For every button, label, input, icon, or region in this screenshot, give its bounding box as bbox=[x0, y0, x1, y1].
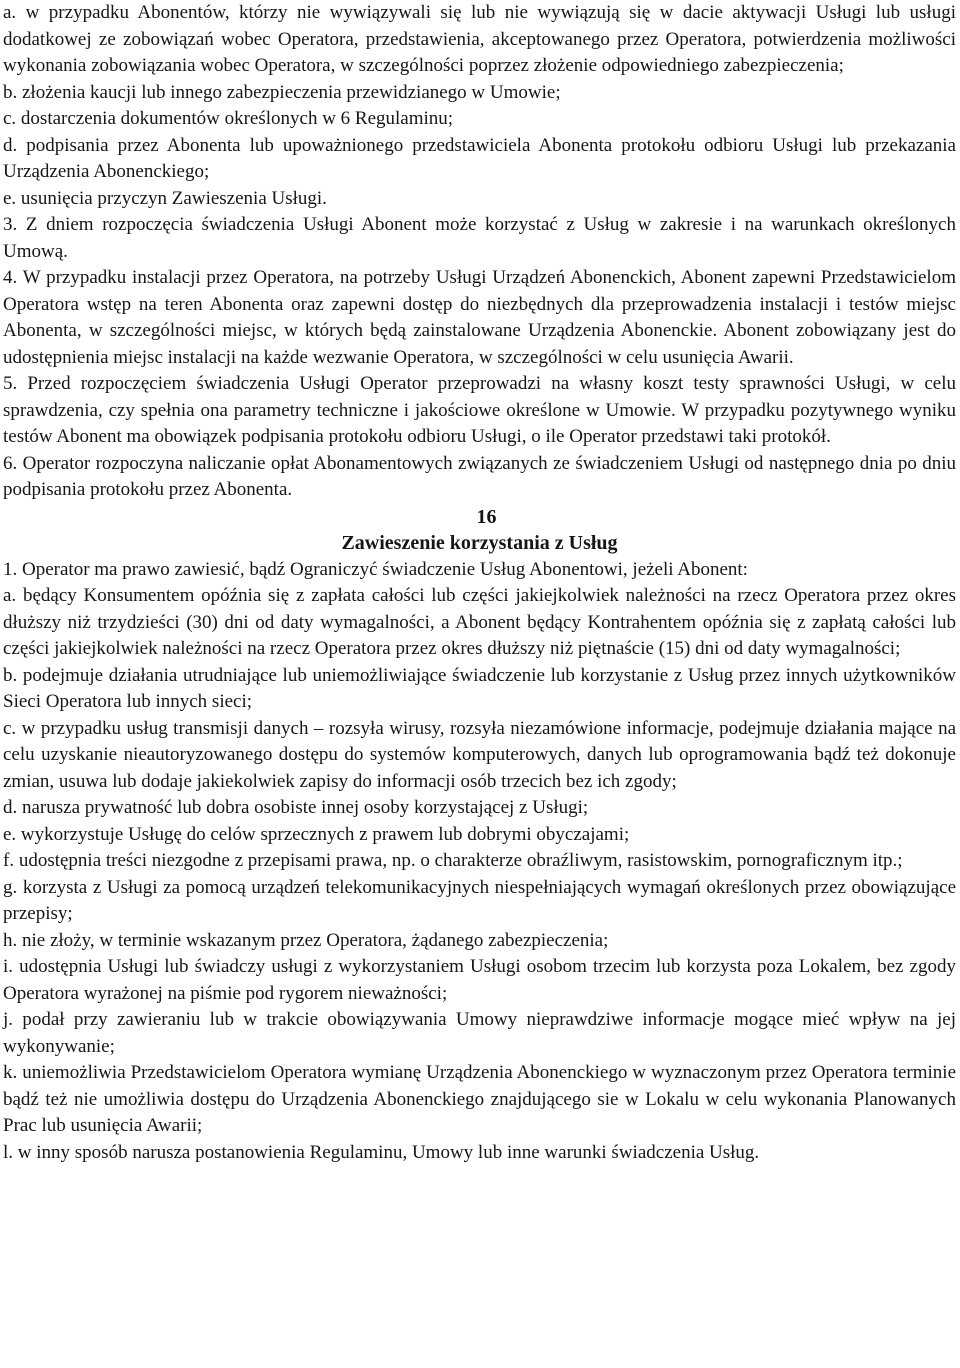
document-page bbox=[3, 0, 956, 1166]
clause-2a: a. w przypadku Abonentów, którzy nie wywiązywali się lub nie wywiązują się w dacie aktywacji Usługi lub usługi dodatkowej ze zobowiązań wobec Operatora, przedstawienia, akceptowanego przez Operatora, potwierdzenia możliwości wykonania zobowiązania wobec Operatora, w szczególności poprzez złożenie odpowiedniego zabezpieczenia; bbox=[3, 2, 956, 76]
clause-2e: e. usunięcia przyczyn Zawieszenia Usługi. bbox=[3, 187, 327, 209]
section-number bbox=[3, 504, 956, 531]
clause-2c: c. dostarczenia dokumentów określonych w 6 Regulaminu; bbox=[3, 108, 454, 129]
clause-2b: b. złożenia kaucji lub innego zabezpieczenia przewidzianego w Umowie; bbox=[3, 81, 561, 103]
section-item-a: a. będący Konsumentem opóźnia się z zapłata całości lub części jakiejkolwiek należności na rzecz Operatora przez okres dłuższy niż trzydzieści (30) dni od daty wymagalności, a Abonent będący Kontrahentem opóźnia się z zapłatą całości lub części jakiejkolwiek należności na rzecz Operatora przez okres dłuższy niż piętnaście (15) dni od daty wymagalności; bbox=[3, 585, 956, 659]
section-intro: 1. Operator ma prawo zawiesić, bądź Ograniczyć świadczenie Usług Abonentowi, jeżeli Abonent: bbox=[3, 558, 748, 580]
section-item-c: c. w przypadku usług transmisji danych – rozsyła wirusy, rozsyła niezamówione informacje, podejmuje działania mające na celu uzyskanie nieautoryzowanego dostępu do systemów komputerowych, danych lub oprogramowania bądź też dokonuje zmian, usuwa lub dodaje jakiekolwiek zapisy do informacji osób trzecich bez ich zgody; bbox=[3, 717, 956, 792]
section-item-j: j. podał przy zawieraniu lub w trakcie obowiązywania Umowy nieprawdziwe informacje mogące mieć wpływ na jej wykonywanie; bbox=[3, 1009, 956, 1057]
section-item-i: i. udostępnia Usługi lub świadczy usługi z wykorzystaniem Usługi osobom trzecim lub korzysta poza Lokalem, bez zgody Operatora wyrażonej na piśmie pod rygorem nieważności; bbox=[3, 956, 956, 1004]
section-item-g: g. korzysta z Usługi za pomocą urządzeń telekomunikacyjnych niespełniających wymagań określonych przez obowiązujące przepisy; bbox=[3, 876, 956, 924]
point-3: 3. Z dniem rozpoczęcia świadczenia Usługi Abonent może korzystać z Usług w zakresie i na warunkach określonych Umową. bbox=[3, 214, 956, 262]
section-number-text: 16 bbox=[476, 505, 497, 528]
section-item-h: h. nie złoży, w terminie wskazanym przez Operatora, żądanego zabezpieczenia; bbox=[3, 929, 609, 951]
section-title: Zawieszenie korzystania z Usług bbox=[341, 532, 618, 554]
point-5: 5. Przed rozpoczęciem świadczenia Usługi Operator przeprowadzi na własny koszt testy sprawności Usługi, w celu sprawdzenia, czy spełnia ona parametry techniczne i jakościowe określone w Umowie. W przypadku pozytywnego wyniku testów Abonent ma obowiązek podpisania protokołu odbioru Usługi, o ile Operator przedstawi taki protokół. bbox=[3, 373, 956, 447]
section-item-f: f. udostępnia treści niezgodne z przepisami prawa, np. o charakterze obraźliwym, rasistowskim, pornograficznym itp.; bbox=[3, 850, 903, 871]
point-4: 4. W przypadku instalacji przez Operatora, na potrzeby Usługi Urządzeń Abonenckich, Abonent zapewni Przedstawicielom Operatora wstęp na teren Abonenta oraz zapewni dostęp do niezbędnych dla przeprowadzenia instalacji i testów miejsc Abonenta, w szczególności miejsc, w których będą zainstalowane Urządzenia Abonenckie. Abonent zobowiązany jest do udostępnienia miejsc instalacji na każde wezwanie Operatora, w szczególności w celu usunięcia Awarii. bbox=[3, 267, 956, 368]
clause-2d: d. podpisania przez Abonenta lub upoważnionego przedstawiciela Abonenta protokołu odbioru Usługi lub przekazania Urządzenia Abonenckiego; bbox=[3, 134, 956, 182]
section-item-d: d. narusza prywatność lub dobra osobiste innej osoby korzystającej z Usługi; bbox=[3, 797, 589, 818]
section-item-e: e. wykorzystuje Usługę do celów sprzecznych z prawem lub dobrymi obyczajami; bbox=[3, 823, 630, 845]
section-item-b: b. podejmuje działania utrudniające lub uniemożliwiające świadczenie lub korzystanie z Usług przez innych użytkowników Sieci Operatora lub innych sieci; bbox=[3, 664, 956, 712]
section-item-k: k. uniemożliwia Przedstawicielom Operatora wymianę Urządzenia Abonenckiego w wyznaczonym przez Operatora terminie bądź też nie umożliwia dostępu do Urządzenia Abonenckiego znajdującego sie w Lokalu w celu wykonania Planowanych Prac lub usunięcia Awarii; bbox=[3, 1062, 956, 1136]
section-item-l: l. w inny sposób narusza postanowienia Regulaminu, Umowy lub inne warunki świadczenia Usług. bbox=[3, 1141, 760, 1163]
point-6: 6. Operator rozpoczyna naliczanie opłat Abonamentowych związanych ze świadczeniem Usługi od następnego dnia po dniu podpisania protokołu przez Abonenta. bbox=[3, 452, 956, 500]
